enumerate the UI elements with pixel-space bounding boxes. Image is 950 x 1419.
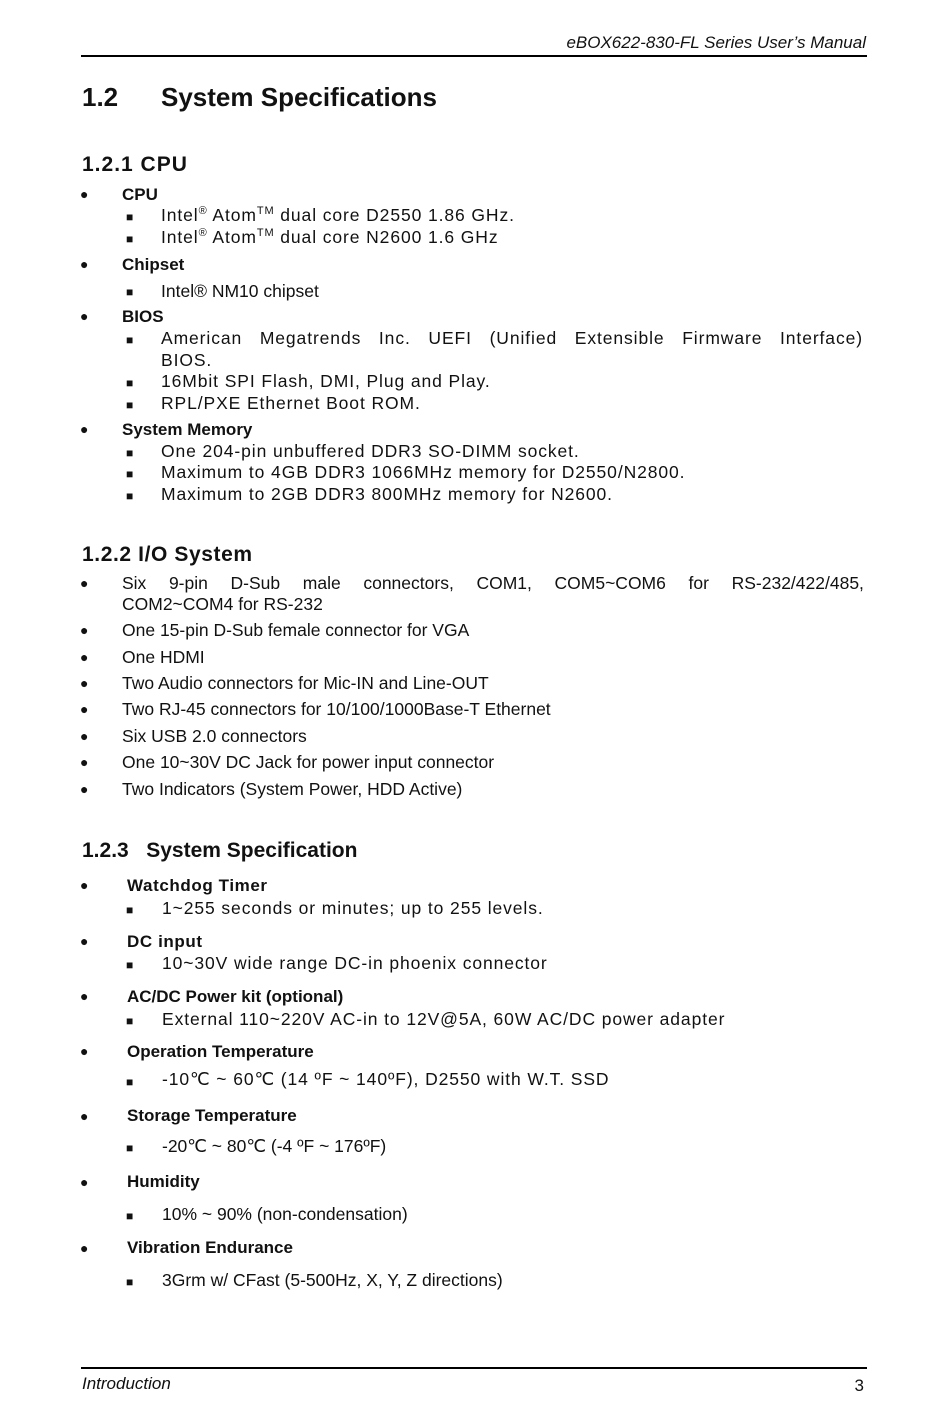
header-title: eBOX622-830-FL Series User’s Manual <box>566 33 866 52</box>
bullet-icon: ● <box>80 1043 89 1059</box>
bios-item-1: American Megatrends Inc. UEFI (Unified Extensible Firmware Interface) <box>161 328 863 348</box>
square-bullet-icon: ■ <box>126 232 134 246</box>
storage-temp-item: -20℃ ~ 80℃ (-4 ºF ~ 176ºF) <box>162 1136 387 1156</box>
bullet-icon: ● <box>80 1108 89 1124</box>
bullet-icon: ● <box>80 421 89 437</box>
footer-rule <box>81 1367 867 1369</box>
io-item-5: Two RJ-45 connectors for 10/100/1000Base-T Ethernet <box>122 699 551 719</box>
footer-section: Introduction <box>82 1374 171 1393</box>
square-bullet-icon: ■ <box>126 210 134 224</box>
humidity-item: 10% ~ 90% (non-condensation) <box>162 1204 408 1224</box>
io-item-3: One HDMI <box>122 647 205 667</box>
bios-label: BIOS <box>122 307 164 326</box>
square-bullet-icon: ■ <box>126 376 134 390</box>
op-temp-label: Operation Temperature <box>127 1042 314 1061</box>
cpu-item-1: Intel® Atom™ dual core D2550 1.86 GHz. <box>161 205 515 225</box>
watchdog-label: Watchdog Timer <box>127 876 268 895</box>
bullet-icon: ● <box>80 186 89 202</box>
square-bullet-icon: ■ <box>126 489 134 503</box>
memory-item-1: One 204-pin unbuffered DDR3 SO-DIMM socket. <box>161 441 580 461</box>
bullet-icon: ● <box>80 728 89 744</box>
storage-temp-label: Storage Temperature <box>127 1106 297 1125</box>
bios-item-2: 16Mbit SPI Flash, DMI, Plug and Play. <box>161 371 491 391</box>
bullet-icon: ● <box>80 308 89 324</box>
memory-label: System Memory <box>122 420 253 439</box>
square-bullet-icon: ■ <box>126 1075 134 1089</box>
watchdog-item: 1~255 seconds or minutes; up to 255 levels. <box>162 898 544 918</box>
bullet-icon: ● <box>80 575 89 591</box>
chipset-item: Intel® NM10 chipset <box>161 281 319 301</box>
memory-item-2: Maximum to 4GB DDR3 1066MHz memory for D2550/N2800. <box>161 462 686 482</box>
chipset-label: Chipset <box>122 255 185 274</box>
square-bullet-icon: ■ <box>126 398 134 412</box>
bullet-icon: ● <box>80 701 89 717</box>
square-bullet-icon: ■ <box>126 1014 134 1028</box>
dc-input-label: DC input <box>127 932 203 951</box>
square-bullet-icon: ■ <box>126 467 134 481</box>
bullet-icon: ● <box>80 781 89 797</box>
bios-item-1-cont: BIOS. <box>161 350 213 370</box>
bullet-icon: ● <box>80 754 89 770</box>
cpu-item-2: Intel® Atom™ dual core N2600 1.6 GHz <box>161 227 499 247</box>
humidity-label: Humidity <box>127 1172 200 1191</box>
io-item-8: Two Indicators (System Power, HDD Active) <box>122 779 463 799</box>
bullet-icon: ● <box>80 622 89 638</box>
spec-heading: 1.2.3 System Specification <box>82 839 358 862</box>
square-bullet-icon: ■ <box>126 903 134 917</box>
power-kit-item: External 110~220V AC-in to 12V@5A, 60W AC/DC power adapter <box>162 1009 726 1029</box>
square-bullet-icon: ■ <box>126 1275 134 1289</box>
square-bullet-icon: ■ <box>126 446 134 460</box>
cpu-label: CPU <box>122 185 158 204</box>
io-item-1: Six 9-pin D-Sub male connectors, COM1, COM5~COM6 for RS-232/422/485, <box>122 573 864 593</box>
bios-item-3: RPL/PXE Ethernet Boot ROM. <box>161 393 421 413</box>
io-heading: 1.2.2 I/O System <box>82 543 253 566</box>
section-number: 1.2 <box>82 82 119 112</box>
memory-item-3: Maximum to 2GB DDR3 800MHz memory for N2600. <box>161 484 613 504</box>
io-item-2: One 15-pin D-Sub female connector for VGA <box>122 620 470 640</box>
op-temp-item: -10℃ ~ 60℃ (14 ºF ~ 140ºF), D2550 with W.T. SSD <box>162 1069 610 1089</box>
bullet-icon: ● <box>80 256 89 272</box>
io-item-1-cont: COM2~COM4 for RS-232 <box>122 594 323 614</box>
square-bullet-icon: ■ <box>126 958 134 972</box>
square-bullet-icon: ■ <box>126 285 134 299</box>
bullet-icon: ● <box>80 988 89 1004</box>
bullet-icon: ● <box>80 649 89 665</box>
dc-input-item: 10~30V wide range DC-in phoenix connector <box>162 953 548 973</box>
bullet-icon: ● <box>80 675 89 691</box>
square-bullet-icon: ■ <box>126 1141 134 1155</box>
cpu-heading: 1.2.1 CPU <box>82 153 188 176</box>
section-title: System Specifications <box>161 82 437 112</box>
square-bullet-icon: ■ <box>126 333 134 347</box>
bullet-icon: ● <box>80 877 89 893</box>
header-rule <box>81 55 867 57</box>
page-number: 3 <box>854 1376 864 1395</box>
square-bullet-icon: ■ <box>126 1209 134 1223</box>
io-item-6: Six USB 2.0 connectors <box>122 726 307 746</box>
io-item-7: One 10~30V DC Jack for power input connector <box>122 752 495 772</box>
bullet-icon: ● <box>80 1240 89 1256</box>
bullet-icon: ● <box>80 1174 89 1190</box>
power-kit-label: AC/DC Power kit (optional) <box>127 987 344 1006</box>
io-item-4: Two Audio connectors for Mic-IN and Line-OUT <box>122 673 489 693</box>
vibration-item: 3Grm w/ CFast (5-500Hz, X, Y, Z directions) <box>162 1270 503 1290</box>
vibration-label: Vibration Endurance <box>127 1238 293 1257</box>
bullet-icon: ● <box>80 933 89 949</box>
